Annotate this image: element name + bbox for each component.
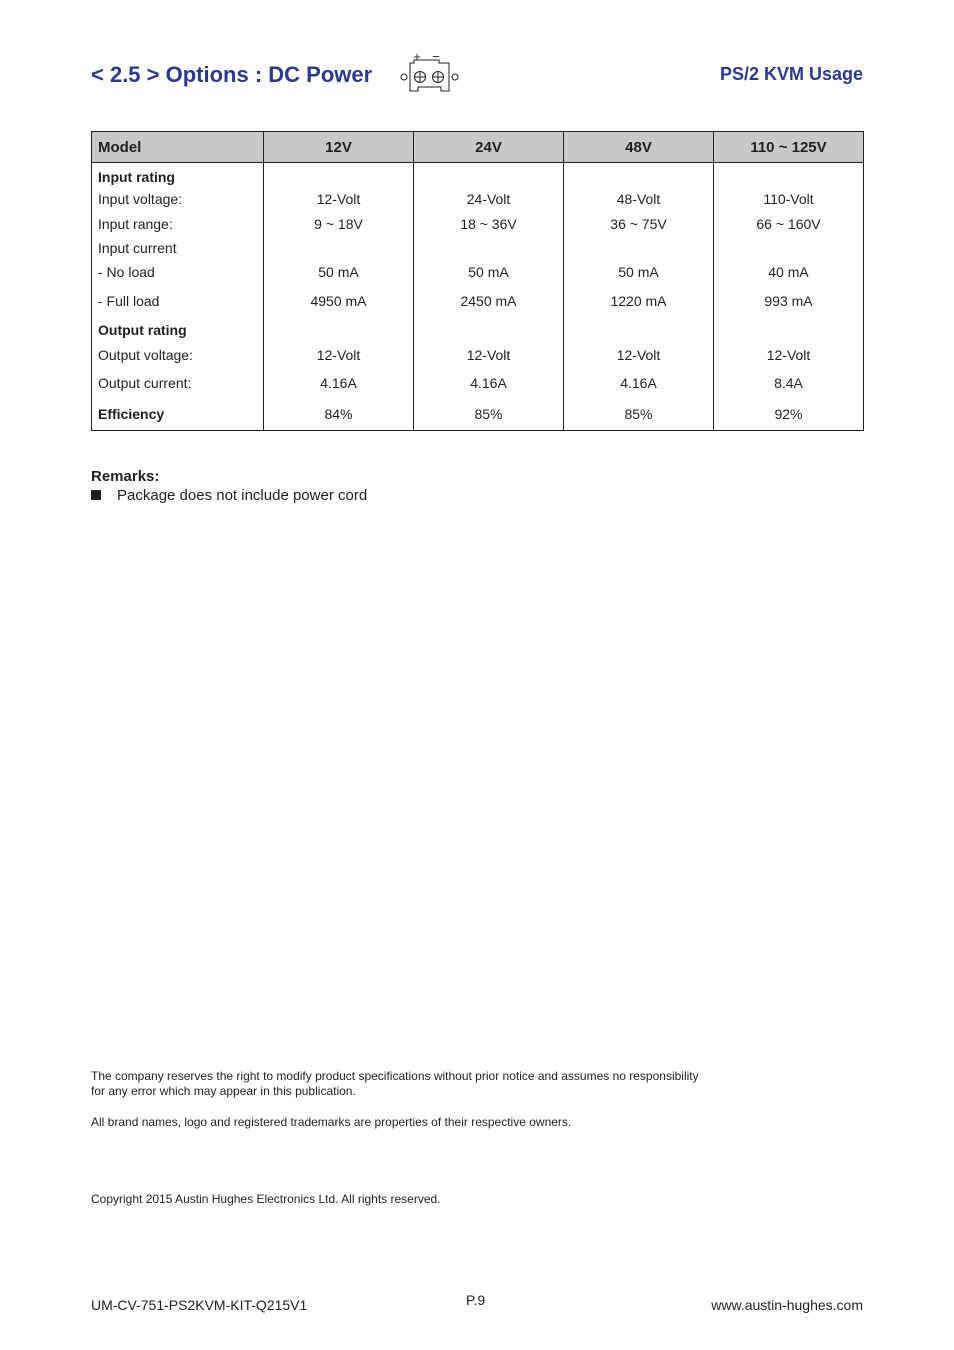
section-label: PS/2 KVM Usage bbox=[719, 64, 863, 84]
table-row bbox=[92, 285, 864, 318]
table-cell: 4.16A bbox=[264, 368, 414, 398]
table-cell: 12-Volt bbox=[264, 342, 414, 368]
table-cell: 18 ~ 36V bbox=[414, 212, 564, 236]
column-header: Model bbox=[92, 132, 264, 163]
table-cell bbox=[714, 236, 864, 260]
table-row bbox=[92, 318, 864, 342]
table-cell: 24-Volt bbox=[414, 187, 564, 212]
table-cell bbox=[414, 318, 564, 342]
document-code: UM-CV-751-PS2KVM-KIT-Q215V1 bbox=[91, 1297, 308, 1313]
table-cell: 9 ~ 18V bbox=[264, 212, 414, 236]
table-cell: 4.16A bbox=[414, 368, 564, 398]
table-row bbox=[92, 163, 864, 187]
table-cell: 48-Volt bbox=[564, 187, 714, 212]
table-cell bbox=[714, 163, 864, 187]
table-cell: 4.16A bbox=[564, 368, 714, 398]
table-row bbox=[92, 398, 864, 431]
column-header: 110 ~ 125V bbox=[714, 132, 864, 163]
table-cell: 4950 mA bbox=[264, 285, 414, 318]
plus-symbol: + bbox=[413, 50, 421, 64]
table-cell bbox=[264, 318, 414, 342]
table-cell: 1220 mA bbox=[564, 285, 714, 318]
table-row bbox=[92, 368, 864, 398]
table-row bbox=[92, 260, 864, 285]
remarks-title: Remarks: bbox=[91, 468, 160, 485]
page-number: P.9 bbox=[466, 1292, 486, 1308]
row-label: Input voltage: bbox=[92, 187, 264, 212]
column-header: 48V bbox=[564, 132, 714, 163]
disclaimer-line: for any error which may appear in this publication. bbox=[91, 1084, 356, 1098]
remarks-item bbox=[91, 487, 367, 504]
table-cell: 36 ~ 75V bbox=[564, 212, 714, 236]
row-label: Output voltage: bbox=[92, 342, 264, 368]
table-cell: 40 mA bbox=[714, 260, 864, 285]
row-label: Output current: bbox=[92, 368, 264, 398]
table-cell: 12-Volt bbox=[414, 342, 564, 368]
table-row bbox=[92, 187, 864, 212]
website-link[interactable]: www.austin-hughes.com bbox=[711, 1297, 863, 1313]
row-label: Input rating bbox=[92, 163, 264, 187]
disclaimer bbox=[91, 1069, 699, 1099]
table-cell bbox=[714, 318, 864, 342]
table-row bbox=[92, 342, 864, 368]
table-cell: 50 mA bbox=[414, 260, 564, 285]
row-label: - Full load bbox=[92, 285, 264, 318]
table-header-row bbox=[92, 132, 864, 163]
disclaimer-line: The company reserves the right to modify product specifications without prior notice and assumes no responsibility bbox=[91, 1069, 699, 1083]
table-row bbox=[92, 212, 864, 236]
table-cell: 2450 mA bbox=[414, 285, 564, 318]
table-cell bbox=[264, 163, 414, 187]
table-cell bbox=[564, 236, 714, 260]
table-cell bbox=[564, 318, 714, 342]
trademark-note: All brand names, logo and registered trademarks are properties of their respective owners. bbox=[91, 1115, 572, 1129]
table-cell bbox=[414, 163, 564, 187]
table-row bbox=[92, 236, 864, 260]
minus-symbol: − bbox=[432, 50, 440, 64]
row-label: Input current bbox=[92, 236, 264, 260]
table-cell: 12-Volt bbox=[564, 342, 714, 368]
column-header: 24V bbox=[414, 132, 564, 163]
row-label: Efficiency bbox=[92, 398, 264, 431]
table-cell: 50 mA bbox=[564, 260, 714, 285]
table-cell: 84% bbox=[264, 398, 414, 431]
table-cell: 66 ~ 160V bbox=[714, 212, 864, 236]
table-cell: 12-Volt bbox=[714, 342, 864, 368]
dc-power-terminal-icon bbox=[396, 50, 462, 94]
row-label: Input range: bbox=[92, 212, 264, 236]
table-cell bbox=[264, 236, 414, 260]
table-cell bbox=[414, 236, 564, 260]
dc-power-spec-table bbox=[91, 131, 864, 431]
table-cell: 50 mA bbox=[264, 260, 414, 285]
table-cell bbox=[564, 163, 714, 187]
table-cell: 993 mA bbox=[714, 285, 864, 318]
column-header: 12V bbox=[264, 132, 414, 163]
square-bullet-icon bbox=[91, 490, 101, 500]
remarks-item-text: Package does not include power cord bbox=[117, 487, 368, 504]
table-cell: 12-Volt bbox=[264, 187, 414, 212]
table-cell: 110-Volt bbox=[714, 187, 864, 212]
row-label: - No load bbox=[92, 260, 264, 285]
table-cell: 92% bbox=[714, 398, 864, 431]
row-label: Output rating bbox=[92, 318, 264, 342]
table-cell: 85% bbox=[414, 398, 564, 431]
copyright-note: Copyright 2015 Austin Hughes Electronics Ltd. All rights reserved. bbox=[91, 1192, 441, 1206]
table-cell: 85% bbox=[564, 398, 714, 431]
table-cell: 8.4A bbox=[714, 368, 864, 398]
page-title: < 2.5 > Options : DC Power bbox=[91, 62, 373, 87]
